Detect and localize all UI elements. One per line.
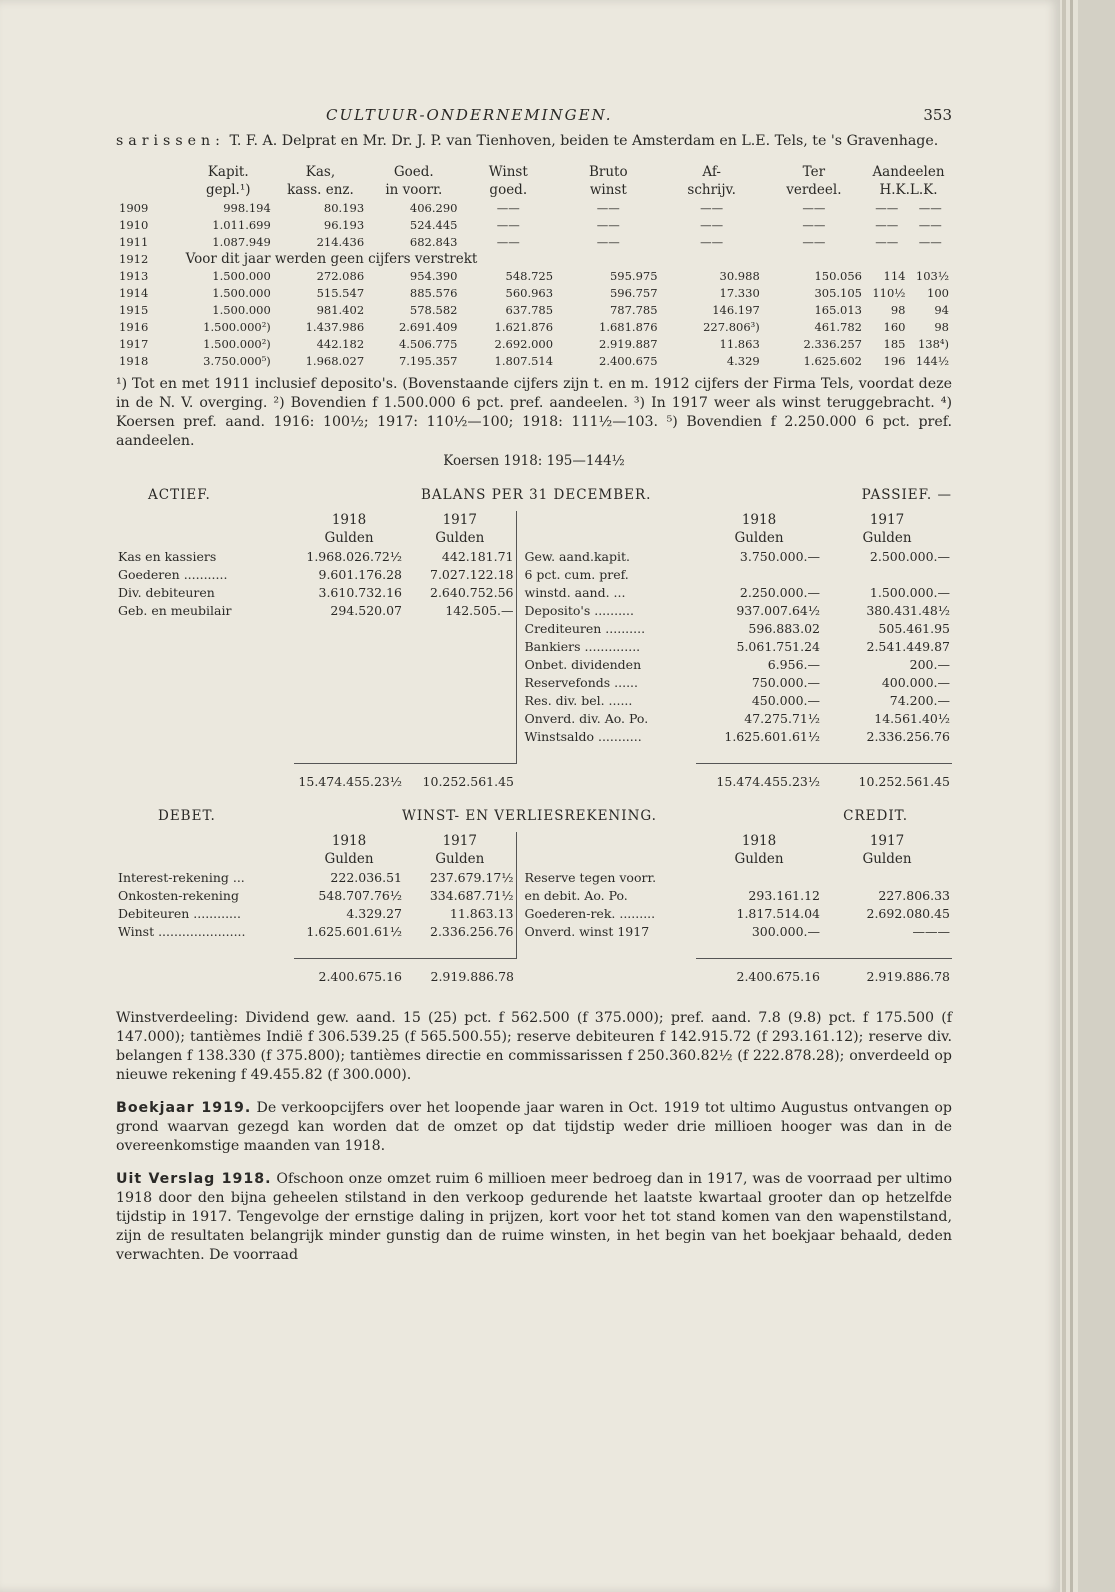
account-label: Bankiers .............. (516, 637, 696, 655)
winst-spacer (116, 940, 952, 959)
table-row (116, 922, 952, 940)
account-value: 1.625.601.61½ (306, 923, 402, 939)
stats-cell: 2.336.257 (803, 336, 862, 351)
stats-cell: 1918 (119, 353, 149, 368)
stats-cell: 560.963 (505, 285, 554, 300)
account-label: Gew. aand.kapit. (516, 547, 696, 565)
account-value: 505.461.95 (878, 620, 950, 636)
stats-cell: 17.330 (719, 285, 760, 300)
stats-cell: —— (802, 217, 826, 232)
winst-years-row (116, 832, 952, 850)
unit-header: Gulden (435, 851, 485, 867)
stats-cell: —— (496, 234, 520, 249)
account-value: ——— (912, 923, 950, 939)
stats-cell: —— (496, 217, 520, 232)
account-label: Geb. en meubilair (118, 602, 232, 618)
empty-cell (404, 727, 516, 745)
stats-cell: —— (700, 200, 724, 215)
intro-spaced-word: sarissen: (116, 133, 225, 149)
stats-cell: 305.105 (814, 285, 862, 300)
page-edge (1062, 0, 1066, 1592)
winst-total: 2.400.675.16 (294, 959, 404, 986)
account-value: 7.027.122.18 (430, 566, 514, 582)
stats-cell: 1.500.000 (212, 268, 271, 283)
stats-cell: 442.182 (316, 336, 365, 351)
table-row (116, 547, 952, 565)
year-header: 1918 (741, 833, 777, 849)
stats-cell: 954.390 (409, 268, 458, 283)
account-label: Reservefonds ...... (516, 673, 696, 691)
stats-header-cell: goed. (489, 182, 528, 198)
running-head (116, 100, 952, 130)
table-row (116, 335, 952, 352)
empty-cell (116, 673, 294, 691)
account-value (822, 565, 952, 583)
account-value: 1.625.601.61½ (724, 728, 820, 744)
account-label: Reserve tegen voorr. (516, 868, 696, 886)
stats-cell: 548.725 (505, 268, 554, 283)
stats-cell: 214.436 (316, 234, 365, 249)
stats-cell: 787.785 (609, 302, 658, 317)
table-row (116, 199, 952, 216)
account-value (822, 868, 952, 886)
stats-body-late (116, 267, 952, 369)
account-label: Winstsaldo ........... (516, 727, 696, 745)
account-label: Div. debiteuren (118, 584, 215, 600)
table-row (116, 709, 952, 727)
account-value (696, 868, 822, 886)
account-value: 2.541.449.87 (866, 638, 950, 654)
stats-cell: 80.193 (323, 200, 365, 215)
stats-header-row (116, 163, 952, 181)
stats-cell: 406.290 (409, 200, 458, 215)
unit-header: Gulden (734, 530, 784, 546)
table-row (116, 691, 952, 709)
account-value: 9.601.176.28 (318, 566, 402, 582)
footnote: ¹) Tot en met 1911 inclusief deposito's. (Bovenstaande cijfers zijn t. en m. 1912 cijfers der Firma Tels, voordat deze in de N. V. overging. ²) Bovendien f 1.500.000 6 pct. pref. aandeelen. ³) In 1917 weer als winst teruggebracht. ⁴) Koersen pref. aand. 1916: 100½; 1917: 110½—100; 1918: 111½—103. ⁵) Bovendien f 2.250.000 6 pct. pref. aandeelen. (116, 376, 952, 449)
stats-cell: —— (802, 234, 826, 249)
stats-cell: —— (802, 200, 826, 215)
account-value: 4.329.27 (346, 905, 402, 921)
balans-title-row (116, 487, 952, 503)
empty-cell (294, 637, 404, 655)
balans-total: 15.474.455.23½ (696, 764, 822, 791)
stats-cell: 1.500.000²) (203, 319, 271, 334)
table-row (116, 267, 952, 284)
table-row (116, 727, 952, 745)
account-value: 548.707.76½ (318, 887, 402, 903)
table-row (116, 233, 952, 250)
winst-title-row (116, 808, 952, 824)
empty-cell (116, 727, 294, 745)
running-head-title: CULTUUR-ONDERNEMINGEN. (326, 106, 613, 124)
stats-header-cell: schrijv. (687, 182, 736, 198)
table-row (116, 583, 952, 601)
table-row (116, 565, 952, 583)
table-row (116, 601, 952, 619)
winst-total: 2.400.675.16 (696, 959, 822, 986)
stats-header-cell: Ter (802, 164, 826, 180)
stats-cell: 196 (883, 353, 906, 368)
table-row (116, 619, 952, 637)
account-value: 1.817.514.04 (736, 905, 820, 921)
empty-cell (404, 619, 516, 637)
account-label: Kas en kassiers (118, 548, 217, 564)
stats-cell: 227.806³) (703, 319, 760, 334)
statistics-table (116, 163, 952, 369)
balans-years-row (116, 511, 952, 529)
stats-cell: 515.547 (316, 285, 365, 300)
account-value: 2.250.000.— (739, 584, 820, 600)
stats-cell: 146.197 (712, 302, 760, 317)
year-header: 1918 (331, 833, 367, 849)
stats-cell: 1915 (119, 302, 149, 317)
account-label: 6 pct. cum. pref. (516, 565, 696, 583)
verslag-paragraph (116, 1170, 952, 1265)
stats-cell: 1.500.000 (212, 302, 271, 317)
stats-cell: 7.195.357 (398, 353, 458, 368)
account-label: Goederen ........... (118, 566, 228, 582)
boekjaar-heading: Boekjaar 1919. (116, 1100, 252, 1116)
stats-cell: 4.506.775 (398, 336, 458, 351)
stats-cell: —— (918, 234, 942, 249)
page-content (116, 100, 952, 1265)
stats-cell: 682.843 (409, 234, 458, 249)
empty-cell (294, 655, 404, 673)
winst-right-label: CREDIT. (843, 808, 908, 824)
stats-cell: 1.968.027 (305, 353, 365, 368)
unit-header: Gulden (324, 851, 374, 867)
winst-body (116, 868, 952, 940)
stats-cell: 30.988 (719, 268, 760, 283)
stats-cell: 272.086 (316, 268, 365, 283)
stats-cell: 637.785 (505, 302, 554, 317)
stats-cell: —— (700, 234, 724, 249)
stats-header-cell: Af- (702, 164, 721, 180)
winst-left-label: DEBET. (158, 808, 216, 824)
account-value: 1.968.026.72½ (306, 548, 402, 564)
year-header: 1917 (869, 833, 905, 849)
stats-header-cell: in voorr. (385, 182, 443, 198)
stats-cell: 94 (934, 302, 949, 317)
account-value: 2.336.256.76 (866, 728, 950, 744)
stats-cell: 4.329 (726, 353, 760, 368)
stats-header-cell: Bruto (588, 164, 628, 180)
stats-cell: 1.437.986 (305, 319, 365, 334)
stats-header-cell: Winst (488, 164, 528, 180)
stats-cell: —— (496, 200, 520, 215)
account-value: 6.956.— (767, 656, 820, 672)
page-number: 353 (923, 106, 952, 124)
account-value: 5.061.751.24 (736, 638, 820, 654)
stats-cell: 1.087.949 (212, 234, 271, 249)
account-value: 400.000.— (881, 674, 950, 690)
stats-cell: 103½ (915, 268, 949, 283)
winst-table (116, 832, 952, 985)
koersen-line: Koersen 1918: 195—144½ (443, 453, 625, 469)
account-label: Interest-rekening ... (118, 869, 245, 885)
account-value: 750.000.— (751, 674, 820, 690)
table-row (116, 318, 952, 335)
stats-cell: 2.400.675 (599, 353, 658, 368)
account-value: 380.431.48½ (866, 602, 950, 618)
account-label: Debiteuren ............ (118, 905, 241, 921)
stats-cell: 1.011.699 (212, 217, 271, 232)
stats-cell: 1.681.876 (599, 319, 658, 334)
stats-cell: 1912 (119, 251, 149, 266)
verslag-heading: Uit Verslag 1918. (116, 1171, 272, 1187)
account-value: 200.— (909, 656, 950, 672)
stats-cell: 1.621.876 (494, 319, 554, 334)
stats-cell: 1.500.000²) (203, 336, 271, 351)
empty-cell (404, 655, 516, 673)
stats-cell: 2.691.409 (398, 319, 458, 334)
year-header: 1918 (741, 512, 777, 528)
account-value: 11.863.13 (449, 905, 514, 921)
account-value: 14.561.40½ (874, 710, 950, 726)
stats-cell: 1.625.602 (803, 353, 862, 368)
account-value: 300.000.— (751, 923, 820, 939)
empty-cell (294, 619, 404, 637)
table-row (116, 904, 952, 922)
account-value: 1.500.000.— (869, 584, 950, 600)
account-label: Res. div. bel. ...... (516, 691, 696, 709)
stats-cell: —— (875, 234, 899, 249)
stats-cell: 2.919.887 (599, 336, 658, 351)
stats-cell: 998.194 (223, 200, 271, 215)
table-row (116, 216, 952, 233)
stats-cell: —— (918, 217, 942, 232)
unit-header: Gulden (862, 530, 912, 546)
account-label: en debit. Ao. Po. (516, 886, 696, 904)
empty-cell (404, 673, 516, 691)
year-header: 1917 (442, 512, 477, 528)
empty-cell (116, 709, 294, 727)
stats-cell: 3.750.000⁵) (203, 353, 271, 368)
table-row (116, 673, 952, 691)
stats-header-cell: Kapit. (207, 164, 249, 180)
empty-cell (116, 655, 294, 673)
account-value (696, 565, 822, 583)
year-header: 1917 (442, 833, 477, 849)
stats-cell: 114 (883, 268, 906, 283)
winst-total-row (116, 959, 952, 986)
account-value: 334.687.71½ (429, 887, 514, 903)
stats-cell: 524.445 (409, 217, 458, 232)
stats-cell: 981.402 (316, 302, 365, 317)
account-label: Onverd. winst 1917 (516, 922, 696, 940)
account-label: Goederen-rek. ......... (516, 904, 696, 922)
year-header: 1918 (331, 512, 367, 528)
verslag-text: Ofschoon onze omzet ruim 6 millioen meer bedroeg dan in 1917, was de voorraad per ultimo 1918 door den bijna geheelen stilstand in den verkoop gedurende het laatste kwartaal grooter dan op hetzelfde tijdstip in 1917. Tengevolge der ernstige daling in prijzen, kort voor het tot stand komen van den wapenstilstand, zijn de resultaten belangrijk minder gunstig dan de ruime winsten, in het begin van het boekjaar behaald, deden verwachten. De voorraad (116, 1171, 952, 1263)
account-value: 47.275.71½ (744, 710, 820, 726)
account-value: 2.640.752.56 (430, 584, 514, 600)
stats-cell: 595.975 (609, 268, 658, 283)
account-label: winstd. aand. ... (516, 583, 696, 601)
account-value: 442.181.71 (441, 548, 514, 564)
account-label: Onkosten-rekening (118, 887, 239, 903)
page-edge (1078, 0, 1115, 1592)
account-value: 227.806.33 (878, 887, 950, 903)
balans-left-label: ACTIEF. (148, 487, 211, 503)
stats-cell: 1913 (119, 268, 149, 283)
balans-total: 15.474.455.23½ (294, 764, 404, 791)
account-label: Winst ...................... (118, 923, 246, 939)
stats-cell: —— (596, 217, 620, 232)
empty-cell (116, 637, 294, 655)
stats-cell: 160 (883, 319, 906, 334)
empty-cell (116, 619, 294, 637)
stats-cell: —— (875, 200, 899, 215)
stats-cell: 165.013 (814, 302, 862, 317)
balans-spacer (116, 745, 952, 764)
balans-total: 10.252.561.45 (404, 764, 516, 791)
stats-cell: 1909 (119, 200, 149, 215)
account-value: 2.500.000.— (869, 548, 950, 564)
balans-body (116, 547, 952, 745)
stats-cell: —— (918, 200, 942, 215)
account-value: 142.505.— (445, 602, 514, 618)
stats-cell: 1.500.000 (212, 285, 271, 300)
stats-cell: 1914 (119, 285, 149, 300)
stats-cell: 98 (890, 302, 906, 317)
stats-header-cell: H.K.L.K. (879, 182, 938, 198)
unit-header: Gulden (324, 530, 374, 546)
empty-cell (116, 691, 294, 709)
empty-cell (404, 691, 516, 709)
account-value: 450.000.— (751, 692, 820, 708)
stats-cell: —— (596, 200, 620, 215)
boekjaar-paragraph (116, 1099, 952, 1156)
page-edge (1070, 0, 1073, 1592)
balans-unit-row (116, 529, 952, 547)
stats-1912-note: Voor dit jaar werden geen cijfers verstrekt (185, 250, 478, 267)
account-value: 2.692.080.45 (866, 905, 950, 921)
stats-cell: 578.582 (409, 302, 458, 317)
stats-header-cell: gepl.¹) (205, 182, 251, 198)
stats-cell: 100 (927, 285, 949, 300)
empty-cell (294, 691, 404, 709)
empty-cell (294, 673, 404, 691)
table-row (116, 886, 952, 904)
stats-header-cell: Goed. (393, 164, 434, 180)
empty-cell (404, 709, 516, 727)
account-value: 237.679.17½ (429, 869, 514, 885)
empty-cell (294, 727, 404, 745)
stats-cell: 1916 (119, 319, 149, 334)
balans-right-label: PASSIEF. — (861, 487, 952, 503)
account-value: 937.007.64½ (736, 602, 820, 618)
stats-cell: 1910 (119, 217, 149, 232)
stats-cell: 98 (934, 319, 949, 334)
year-header: 1917 (869, 512, 905, 528)
table-row (116, 655, 952, 673)
balans-total: 10.252.561.45 (822, 764, 952, 791)
stats-cell: —— (596, 234, 620, 249)
stats-cell: 110½ (872, 285, 906, 300)
unit-header: Gulden (862, 851, 912, 867)
stats-header-cell: Aandeelen (872, 164, 945, 180)
balans-title: BALANS PER 31 DECEMBER. (420, 487, 652, 503)
table-row (116, 250, 952, 267)
stats-cell: 596.757 (609, 285, 658, 300)
stats-header-cell: Kas, (305, 164, 336, 180)
stats-cell: 1.807.514 (494, 353, 554, 368)
stats-header-cell: kass. enz. (287, 182, 354, 198)
intro-text: T. F. A. Delprat en Mr. Dr. J. P. van Tienhoven, beiden te Amsterdam en L.E. Tels, te 's Gravenhage. (224, 133, 939, 149)
empty-cell (294, 709, 404, 727)
stats-cell: 1911 (119, 234, 149, 249)
table-row (116, 301, 952, 318)
account-value: 294.520.07 (330, 602, 402, 618)
stats-cell: 185 (883, 336, 906, 351)
table-row (116, 352, 952, 369)
stats-body-early (116, 199, 952, 250)
stats-cell: 885.576 (409, 285, 458, 300)
account-value: 3.750.000.— (739, 548, 820, 564)
stats-cell: —— (875, 217, 899, 232)
account-value: 596.883.02 (748, 620, 820, 636)
unit-header: Gulden (734, 851, 784, 867)
stats-header-row (116, 181, 952, 199)
account-label: Crediteuren .......... (516, 619, 696, 637)
unit-header: Gulden (435, 530, 485, 546)
table-row (116, 868, 952, 886)
stats-cell: 150.056 (814, 268, 862, 283)
winst-total: 2.919.886.78 (404, 959, 516, 986)
stats-header-cell: winst (589, 182, 627, 198)
boekjaar-text: De verkoopcijfers over het loopende jaar waren in Oct. 1919 tot ultimo Augustus ontvangen op grond waarvan gezegd kan worden dat de omzet op dat tijdstip weder drie millioen hooger was dan in de overeenkomstige maanden van 1918. (116, 1100, 952, 1154)
winst-unit-row (116, 850, 952, 868)
account-label: Deposito's .......... (516, 601, 696, 619)
account-value: 2.336.256.76 (430, 923, 514, 939)
account-value: 74.200.— (889, 692, 950, 708)
stats-cell: 138⁴) (917, 336, 949, 351)
table-row (116, 637, 952, 655)
stats-cell: 1917 (119, 336, 149, 351)
intro-paragraph (116, 132, 952, 151)
balans-total-row (116, 764, 952, 791)
table-row (116, 284, 952, 301)
account-value: 3.610.732.16 (318, 584, 402, 600)
stats-cell: 144½ (915, 353, 949, 368)
stats-header-cell: verdeel. (786, 182, 842, 198)
stats-cell: 11.863 (719, 336, 760, 351)
stats-cell: —— (700, 217, 724, 232)
account-value: 222.036.51 (330, 869, 402, 885)
stats-cell: 461.782 (814, 319, 862, 334)
empty-cell (404, 637, 516, 655)
account-label: Onbet. dividenden (516, 655, 696, 673)
stats-cell: 2.692.000 (494, 336, 554, 351)
winst-total: 2.919.886.78 (822, 959, 952, 986)
account-value: 293.161.12 (748, 887, 820, 903)
winstverdeeling-paragraph: Winstverdeeling: Dividend gew. aand. 15 (25) pct. f 562.500 (f 375.000); pref. aand. 7.8 (9.8) pct. f 175.500 (f 147.000); tantièmes Indië f 306.539.25 (f 565.500.55); reserve debiteuren f 142.915.72 (f 293.161.12); reserve div. belangen f 138.330 (f 375.800); tantièmes directie en commissarissen f 250.360.82½ (f 222.878.28); onverdeeld op nieuwe rekening f 49.455.82 (f 300.000). (116, 1010, 952, 1083)
winst-title: WINST- EN VERLIESREKENING. (401, 808, 657, 824)
stats-cell: 96.193 (323, 217, 365, 232)
balans-table (116, 511, 952, 790)
account-label: Onverd. div. Ao. Po. (516, 709, 696, 727)
